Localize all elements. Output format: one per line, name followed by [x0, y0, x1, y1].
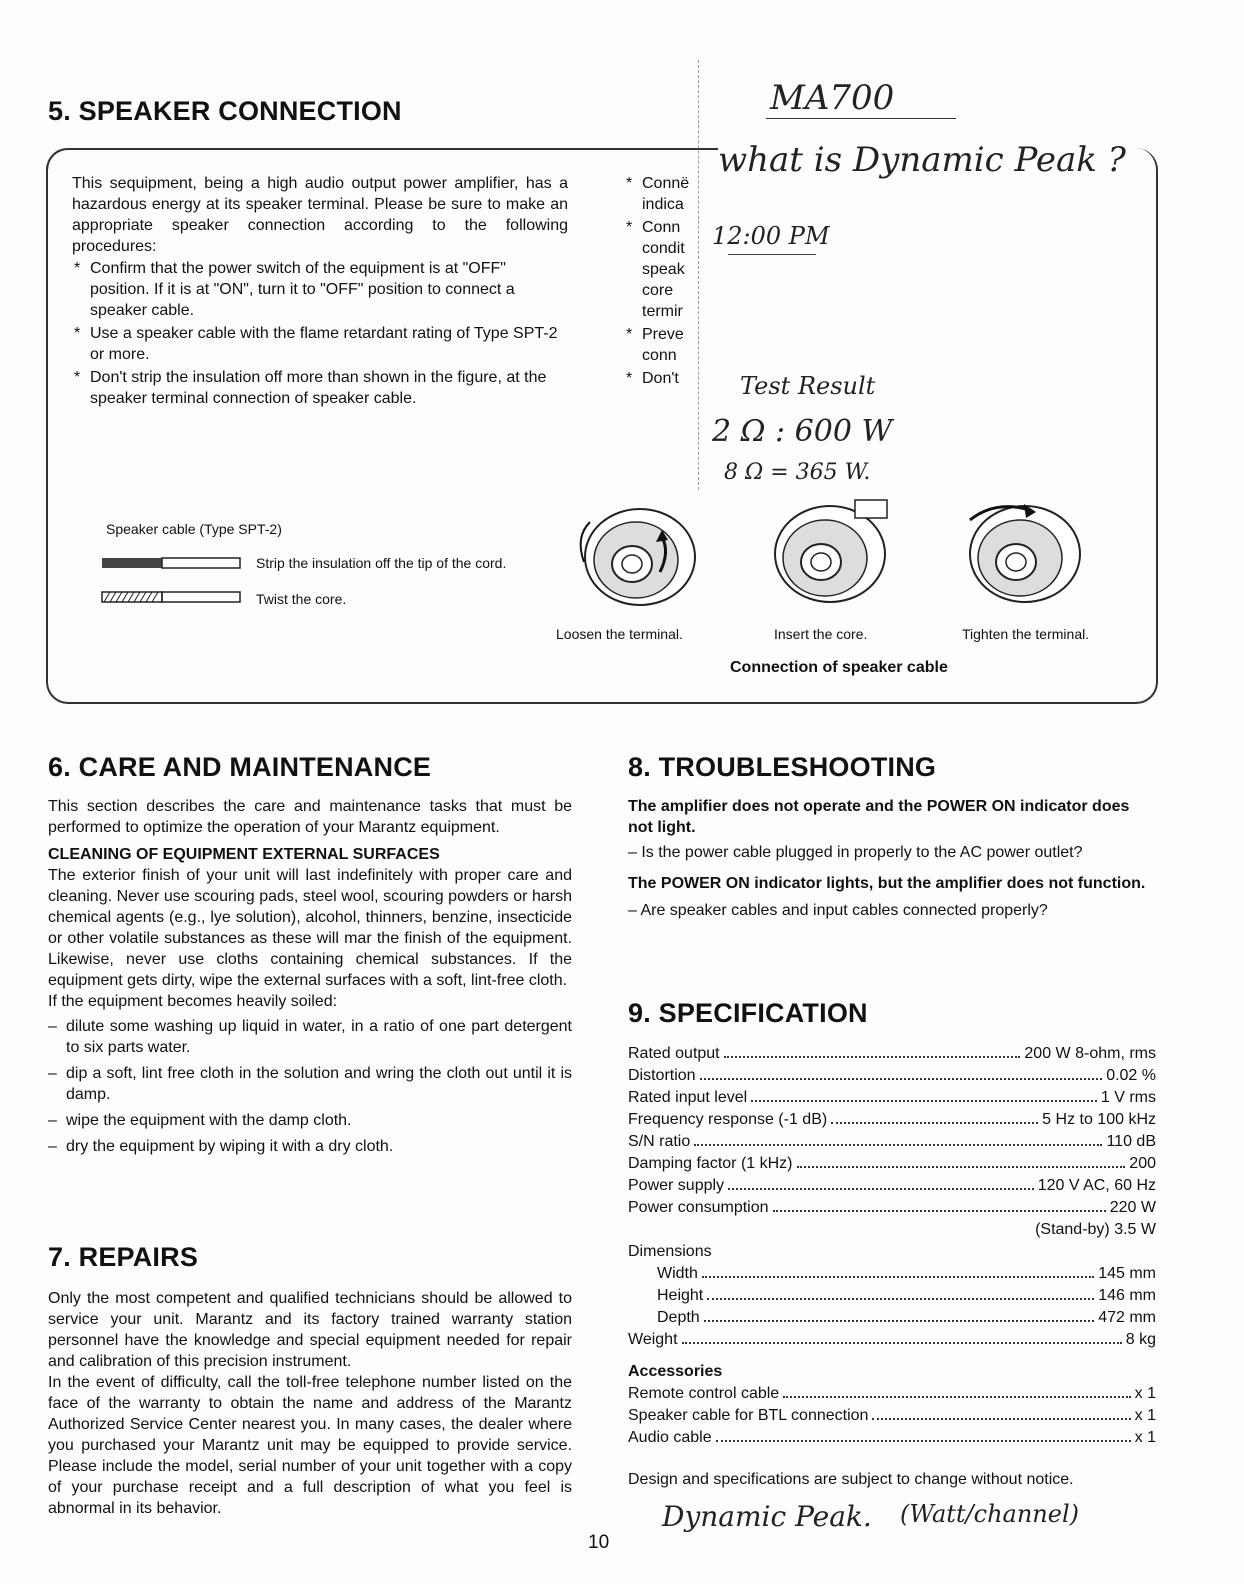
cable-label: Speaker cable (Type SPT-2) [106, 521, 282, 537]
section8-title: 8. TROUBLESHOOTING [628, 752, 937, 782]
sticky-note-edge [698, 60, 699, 490]
page-number: 10 [588, 1532, 610, 1553]
step-item: – dip a soft, lint free cloth in the solution and wring the cloth out until it is damp. [48, 1063, 572, 1105]
accessory-row: Audio cable x 1 [628, 1429, 1156, 1446]
twist-caption: Twist the core. [256, 591, 347, 607]
handwritten-model: MA700 [770, 78, 895, 118]
stripped-cable-drawing [102, 558, 240, 568]
terminal-insert-illustration [755, 482, 905, 622]
caption-loosen: Loosen the terminal. [556, 626, 683, 642]
terminal-tighten-illustration [950, 482, 1100, 622]
step-item: – dry the equipment by wiping it with a dry cloth. [48, 1136, 572, 1157]
handwritten-time: 12:00 PM [712, 222, 830, 250]
dimensions-label: Dimensions [628, 1243, 712, 1260]
twisted-cable-drawing [102, 592, 240, 602]
section6-intro: This section describes the care and maintenance tasks that must be performed to optimize the operation of your Marantz equipment. [48, 798, 572, 836]
spec-row: Height 146 mm [657, 1287, 1156, 1304]
truncated-bullet: * Conn condit speak core termir [626, 219, 685, 320]
bullet-item: * Confirm that the power switch of the equipment is at "OFF" position. If it is at "ON", turn it to "OFF" position to connect a speaker cable. [70, 258, 568, 321]
section7-title: 7. REPAIRS [48, 1242, 199, 1272]
truncated-bullet: * Don't [626, 370, 679, 387]
spec-row: S/N ratio 110 dB [628, 1133, 1156, 1150]
handwritten-result-8ohm: 8 Ω = 365 W. [724, 460, 871, 485]
section5-bullets [70, 258, 568, 411]
spec-row: Power consumption 220 W [628, 1199, 1156, 1216]
cleaning-body: The exterior finish of your unit will last indefinitely with proper care and cleaning. Never use scouring pads, steel wool, scouring powders or harsh chemical agents (e.g., lye solution), alcohol, thinners, benzine, insecticide or other volatile substances as these will mar the finish of the equipment. Likewise, never use cloths containing chemical substances. If the equipment gets dirty, wipe the external surfaces with a soft, lint-free cloth. [48, 867, 572, 989]
bullet-item: * Use a speaker cable with the flame retardant rating of Type SPT-2 or more. [70, 323, 568, 365]
strip-caption: Strip the insulation off the tip of the cord. [256, 555, 507, 571]
handwritten-bottom-note: Dynamic Peak. [662, 1500, 872, 1533]
section5-title: 5. SPEAKER CONNECTION [48, 96, 402, 126]
section5-intro: This sequipment, being a high audio output power amplifier, has a hazardous energy at its speaker terminal. Please be sure to make an appropriate speaker connection according to the following procedures: [72, 175, 568, 255]
soiled-text: If the equipment becomes heavily soiled: [48, 993, 338, 1010]
section9-title: 9. SPECIFICATION [628, 998, 868, 1028]
trouble-question-2: The POWER ON indicator lights, but the amplifier does not function. [628, 875, 1146, 892]
trouble-answer-1: – Is the power cable plugged in properly to the AC power outlet? [628, 844, 1083, 861]
model-underline [766, 118, 956, 119]
spec-row: Weight 8 kg [628, 1331, 1156, 1348]
spec-row: Distortion 0.02 % [628, 1067, 1156, 1084]
spec-notice: Design and specifications are subject to change without notice. [628, 1471, 1074, 1488]
trouble-answer-2: – Are speaker cables and input cables connected properly? [628, 902, 1048, 919]
cleaning-steps [48, 1016, 572, 1157]
accessory-row: Speaker cable for BTL connection x 1 [628, 1407, 1156, 1424]
truncated-bullet: * Connё indica [626, 175, 690, 213]
spec-row: Frequency response (-1 dB) 5 Hz to 100 kHz [628, 1111, 1156, 1128]
section6-title: 6. CARE AND MAINTENANCE [48, 752, 432, 782]
spec-row: Power supply 120 V AC, 60 Hz [628, 1177, 1156, 1194]
cable-illustration [100, 552, 245, 606]
caption-tighten: Tighten the terminal. [962, 626, 1090, 642]
repairs-para1: Only the most competent and qualified technicians should be allowed to service your unit. Marantz and its factory trained warranty station personnel have the knowledge and special equipment needed for repair and calibration of this precision instrument. [48, 1290, 572, 1370]
spec-table [628, 1043, 1156, 1491]
terminal-loosen-illustration [570, 482, 720, 622]
spec-row: Rated input level 1 V rms [628, 1089, 1156, 1106]
spec-row: Depth 472 mm [657, 1309, 1156, 1326]
handwritten-bottom-note2: (Watt/channel) [900, 1500, 1079, 1528]
spec-row: Rated output 200 W 8-ohm, rms [628, 1045, 1156, 1062]
handwritten-test-result: Test Result [740, 372, 876, 400]
repairs-para2: In the event of difficulty, call the toll-free telephone number listed on the face of the warranty to obtain the name and address of the Marantz Authorized Service Center nearest you. In many cases, the dealer where you purchased your Marantz unit may be equipped to provide service. Please include the model, serial number of your unit together with a copy of your purchase receipt and a full description of what you feel is abnormal in its behavior. [48, 1374, 572, 1517]
time-underline [728, 254, 816, 255]
spec-row: Width 145 mm [657, 1265, 1156, 1282]
trouble-question-1: The amplifier does not operate and the POWER ON indicator does not light. [628, 798, 1130, 836]
truncated-bullet: * Preve conn [626, 326, 684, 364]
step-item: – dilute some washing up liquid in water, in a ratio of one part detergent to six parts water. [48, 1016, 572, 1058]
figure-title: Connection of speaker cable [730, 659, 948, 676]
box-top-border-left [46, 148, 718, 170]
handwritten-result-2ohm: 2 Ω : 600 W [712, 414, 893, 449]
accessory-row: Remote control cable x 1 [628, 1385, 1156, 1402]
spec-row: Damping factor (1 kHz) 200 [628, 1155, 1156, 1172]
cleaning-subheading: CLEANING OF EQUIPMENT EXTERNAL SURFACES [48, 846, 440, 863]
bullet-item: * Don't strip the insulation off more than shown in the figure, at the speaker terminal connection of speaker cable. [70, 367, 568, 409]
standby-value: (Stand-by) 3.5 W [1035, 1221, 1156, 1238]
accessories-title: Accessories [628, 1363, 723, 1380]
step-item: – wipe the equipment with the damp cloth. [48, 1110, 572, 1131]
truncated-column [622, 173, 697, 413]
handwritten-question: what is Dynamic Peak ? [718, 140, 1126, 180]
caption-insert: Insert the core. [774, 626, 868, 642]
